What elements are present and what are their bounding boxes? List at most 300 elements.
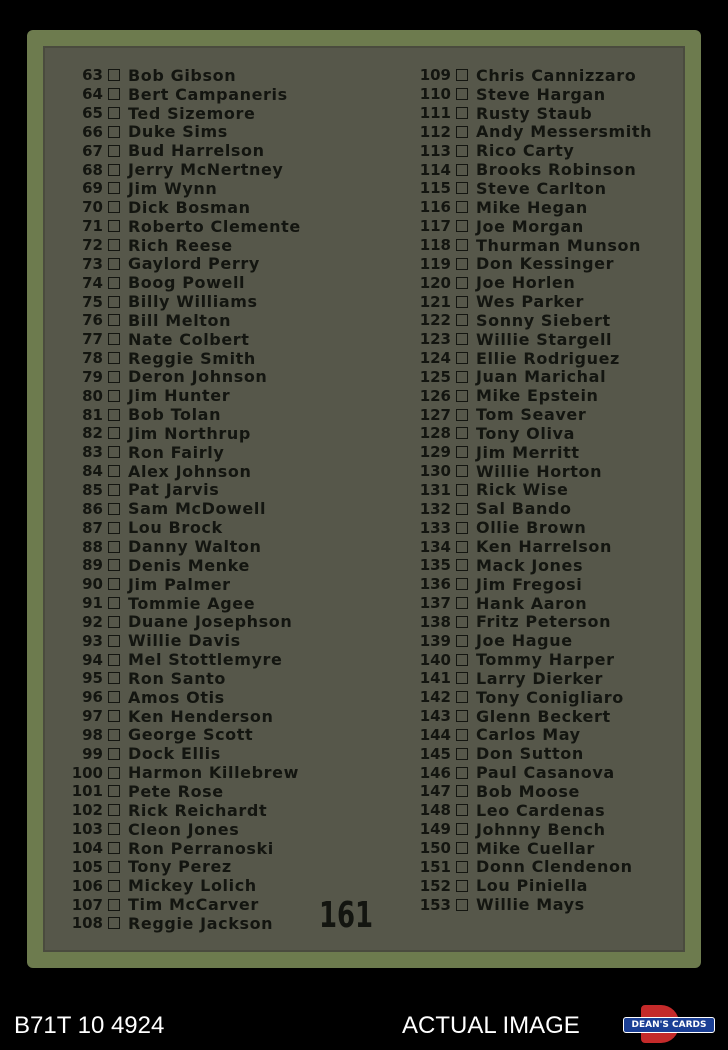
checkbox[interactable] (108, 390, 120, 402)
card-number: 89 (82, 556, 103, 575)
checkbox[interactable] (108, 503, 120, 515)
checklist-row (415, 556, 715, 575)
checkbox[interactable] (108, 258, 120, 270)
player-name: Sam McDowell (128, 499, 267, 519)
card-number: 142 (419, 688, 451, 707)
player-name: Dock Ellis (128, 744, 221, 764)
checkbox[interactable] (456, 220, 468, 232)
player-name: Tony Conigliaro (476, 687, 624, 707)
player-name: Bert Campaneris (128, 84, 288, 104)
player-name: Reggie Smith (128, 348, 256, 368)
card-number: 115 (419, 179, 451, 198)
checkbox[interactable] (456, 597, 468, 609)
checkbox[interactable] (108, 465, 120, 477)
card-number: 151 (419, 857, 451, 876)
card-number: 70 (82, 198, 103, 217)
checkbox[interactable] (108, 917, 120, 929)
checklist-row (67, 688, 367, 707)
card-number: 113 (419, 141, 451, 160)
checklist-row (67, 160, 367, 179)
checklist-row (415, 179, 715, 198)
card-number: 140 (419, 650, 451, 669)
card-number: 119 (419, 254, 451, 273)
player-name: Jim Palmer (128, 574, 231, 594)
checklist-row (415, 405, 715, 424)
player-name: Tom Seaver (476, 405, 587, 425)
card-number: 72 (82, 236, 103, 255)
card-number: 88 (82, 537, 103, 556)
card-number: 64 (82, 85, 103, 104)
checklist-row (415, 876, 715, 895)
checklist-row (67, 236, 367, 255)
card-number: 97 (82, 707, 103, 726)
card-number: 81 (82, 405, 103, 424)
checkbox[interactable] (108, 880, 120, 892)
checkbox[interactable] (456, 899, 468, 911)
checkbox[interactable] (108, 842, 120, 854)
checkbox[interactable] (108, 107, 120, 119)
card-number: 149 (419, 820, 451, 839)
checkbox[interactable] (456, 239, 468, 251)
checkbox[interactable] (456, 352, 468, 364)
card-number: 123 (419, 330, 451, 349)
checkbox[interactable] (108, 710, 120, 722)
checkbox[interactable] (456, 182, 468, 194)
checklist-row (415, 424, 715, 443)
checklist-row (67, 726, 367, 745)
checkbox[interactable] (108, 296, 120, 308)
card-number: 122 (419, 311, 451, 330)
card-number: 147 (419, 782, 451, 801)
card-number: 105 (71, 857, 103, 876)
card-number: 134 (419, 537, 451, 556)
player-name: Ken Henderson (128, 706, 274, 726)
checkbox[interactable] (456, 578, 468, 590)
player-name: Harmon Killebrew (128, 763, 299, 783)
player-name: Danny Walton (128, 537, 262, 557)
player-name: Sal Bando (476, 499, 572, 519)
card-number: 91 (82, 594, 103, 613)
checkbox[interactable] (456, 145, 468, 157)
checklist-row (415, 368, 715, 387)
checklist-row (415, 499, 715, 518)
page-number: 161 (319, 895, 374, 936)
checklist-row (67, 820, 367, 839)
checkbox[interactable] (456, 767, 468, 779)
checkbox[interactable] (456, 672, 468, 684)
card-number: 63 (82, 66, 103, 85)
checkbox[interactable] (108, 559, 120, 571)
player-name: Juan Marichal (476, 367, 607, 387)
checklist-column-left (67, 66, 367, 933)
card-number: 66 (82, 122, 103, 141)
card-number: 90 (82, 575, 103, 594)
checkbox[interactable] (456, 465, 468, 477)
checklist-row (415, 217, 715, 236)
card-number: 150 (419, 839, 451, 858)
card-number: 108 (71, 914, 103, 933)
checklist-row (415, 801, 715, 820)
player-name: Rick Reichardt (128, 800, 268, 820)
card-number: 68 (82, 160, 103, 179)
checkbox[interactable] (456, 616, 468, 628)
player-name: Cleon Jones (128, 819, 240, 839)
checkbox[interactable] (456, 691, 468, 703)
checkbox[interactable] (456, 635, 468, 647)
card-number: 129 (419, 443, 451, 462)
checkbox[interactable] (456, 296, 468, 308)
checkbox[interactable] (108, 616, 120, 628)
checklist-row (67, 141, 367, 160)
checklist-row (415, 254, 715, 273)
checklist-row (67, 123, 367, 142)
checklist-row (415, 857, 715, 876)
checklist-row (67, 217, 367, 236)
checklist-row (67, 368, 367, 387)
checklist-row (67, 499, 367, 518)
checkbox[interactable] (108, 484, 120, 496)
checklist-row (67, 556, 367, 575)
card-number: 84 (82, 462, 103, 481)
card-number: 74 (82, 273, 103, 292)
card-number: 145 (419, 744, 451, 763)
checklist-row (415, 481, 715, 500)
checkbox[interactable] (108, 277, 120, 289)
card-number: 101 (71, 782, 103, 801)
player-name: Steve Carlton (476, 178, 607, 198)
checkbox[interactable] (108, 597, 120, 609)
checkbox[interactable] (108, 672, 120, 684)
checkbox[interactable] (456, 201, 468, 213)
card-number: 132 (419, 499, 451, 518)
checklist-row (67, 537, 367, 556)
logo-text: DEAN'S CARDS (631, 1020, 707, 1030)
checkbox[interactable] (108, 635, 120, 647)
checklist-row (67, 707, 367, 726)
checklist-row (415, 612, 715, 631)
checkbox[interactable] (108, 446, 120, 458)
checkbox[interactable] (456, 503, 468, 515)
checkbox[interactable] (108, 371, 120, 383)
checklist-row (67, 85, 367, 104)
player-name: Brooks Robinson (476, 160, 637, 180)
player-name: Mike Hegan (476, 197, 588, 217)
player-name: Bob Tolan (128, 405, 222, 425)
player-name: Tim McCarver (128, 895, 259, 915)
player-name: Jim Merritt (476, 442, 580, 462)
checklist-row (415, 763, 715, 782)
player-name: Lou Brock (128, 518, 223, 538)
checklist-row (67, 575, 367, 594)
checkbox[interactable] (456, 427, 468, 439)
checklist-column-right (415, 66, 715, 914)
player-name: Tony Oliva (476, 423, 575, 443)
checklist-row (67, 462, 367, 481)
player-name: Ted Sizemore (128, 103, 256, 123)
player-name: Jerry McNertney (128, 160, 284, 180)
checklist-row (415, 820, 715, 839)
checklist-row (67, 594, 367, 613)
card-number: 125 (419, 367, 451, 386)
player-name: Tommie Agee (128, 593, 256, 613)
checkbox[interactable] (456, 842, 468, 854)
player-name: Ollie Brown (476, 518, 587, 538)
checklist-row (67, 198, 367, 217)
checkbox[interactable] (108, 522, 120, 534)
checkbox[interactable] (108, 804, 120, 816)
checkbox[interactable] (456, 258, 468, 270)
checkbox[interactable] (108, 145, 120, 157)
checklist-row (415, 330, 715, 349)
player-name: Leo Cardenas (476, 800, 606, 820)
card-number: 128 (419, 424, 451, 443)
checkbox[interactable] (456, 390, 468, 402)
checkbox[interactable] (108, 691, 120, 703)
checklist-row (415, 669, 715, 688)
checklist-row (67, 857, 367, 876)
card-number: 133 (419, 518, 451, 537)
player-name: Donn Clendenon (476, 857, 633, 877)
card-number: 86 (82, 499, 103, 518)
checklist-row (67, 782, 367, 801)
player-name: Roberto Clemente (128, 216, 301, 236)
checklist-row (415, 104, 715, 123)
player-name: Jim Wynn (128, 178, 218, 198)
card-number: 107 (71, 895, 103, 914)
checklist-row (67, 612, 367, 631)
player-name: Ken Harrelson (476, 537, 612, 557)
card-number: 79 (82, 367, 103, 386)
card-number: 71 (82, 217, 103, 236)
player-name: Joe Hague (476, 631, 573, 651)
catalog-id: B71T 10 4924 (14, 1012, 165, 1039)
checklist-row (67, 424, 367, 443)
checkbox[interactable] (108, 785, 120, 797)
player-name: Ellie Rodriguez (476, 348, 620, 368)
card-number: 136 (419, 575, 451, 594)
checklist-row (67, 443, 367, 462)
checkbox[interactable] (456, 88, 468, 100)
card-number: 137 (419, 594, 451, 613)
card-number: 153 (419, 895, 451, 914)
player-name: Don Kessinger (476, 254, 615, 274)
checkbox[interactable] (108, 314, 120, 326)
checkbox[interactable] (456, 823, 468, 835)
checkbox[interactable] (456, 522, 468, 534)
checkbox[interactable] (456, 371, 468, 383)
card-number: 152 (419, 876, 451, 895)
player-name: Willie Stargell (476, 329, 613, 349)
checkbox[interactable] (456, 164, 468, 176)
player-name: Tony Perez (128, 857, 232, 877)
checkbox[interactable] (456, 277, 468, 289)
checkbox[interactable] (108, 541, 120, 553)
checkbox[interactable] (108, 69, 120, 81)
player-name: Steve Hargan (476, 84, 606, 104)
checkbox[interactable] (456, 409, 468, 421)
player-name: Bob Gibson (128, 65, 237, 85)
checklist-row (415, 518, 715, 537)
checklist-row (415, 236, 715, 255)
checklist-card (27, 30, 701, 968)
checkbox[interactable] (108, 409, 120, 421)
checkbox[interactable] (108, 823, 120, 835)
checkbox[interactable] (108, 220, 120, 232)
player-name: Boog Powell (128, 273, 246, 293)
checklist-row (415, 744, 715, 763)
card-number: 116 (419, 198, 451, 217)
card-number: 102 (71, 801, 103, 820)
checkbox[interactable] (456, 333, 468, 345)
card-number: 96 (82, 688, 103, 707)
player-name: Wes Parker (476, 292, 584, 312)
checklist-row (67, 292, 367, 311)
card-number: 87 (82, 518, 103, 537)
checkbox[interactable] (108, 748, 120, 760)
player-name: Mel Stottlemyre (128, 650, 283, 670)
checklist-row (415, 707, 715, 726)
actual-image-label: ACTUAL IMAGE (402, 1012, 580, 1039)
checklist-row (415, 311, 715, 330)
checklist-row (415, 462, 715, 481)
checklist-row (67, 66, 367, 85)
checklist-row (67, 386, 367, 405)
player-name: Johnny Bench (476, 819, 606, 839)
checkbox[interactable] (456, 484, 468, 496)
checklist-row (415, 537, 715, 556)
card-number: 78 (82, 349, 103, 368)
checklist-row (67, 330, 367, 349)
checkbox[interactable] (456, 654, 468, 666)
checkbox[interactable] (108, 164, 120, 176)
card-number: 130 (419, 462, 451, 481)
checkbox[interactable] (456, 314, 468, 326)
checkbox[interactable] (456, 446, 468, 458)
checklist-row (415, 160, 715, 179)
player-name: Carlos May (476, 725, 581, 745)
checkbox[interactable] (456, 69, 468, 81)
player-name: Rico Carty (476, 141, 575, 161)
checklist-row (67, 311, 367, 330)
checkbox[interactable] (456, 559, 468, 571)
card-number: 148 (419, 801, 451, 820)
player-name: Rich Reese (128, 235, 233, 255)
card-number: 80 (82, 386, 103, 405)
player-name: Paul Casanova (476, 763, 615, 783)
checkbox[interactable] (108, 899, 120, 911)
checklist-row (67, 273, 367, 292)
checkbox[interactable] (108, 239, 120, 251)
player-name: Mike Epstein (476, 386, 599, 406)
player-name: Gaylord Perry (128, 254, 260, 274)
checkbox[interactable] (108, 333, 120, 345)
checkbox[interactable] (456, 748, 468, 760)
card-number: 65 (82, 104, 103, 123)
checklist-row (415, 349, 715, 368)
checklist-row (67, 254, 367, 273)
card-number: 144 (419, 725, 451, 744)
card-number: 120 (419, 273, 451, 292)
checkbox[interactable] (456, 710, 468, 722)
checkbox[interactable] (456, 785, 468, 797)
card-number: 146 (419, 763, 451, 782)
checkbox[interactable] (108, 126, 120, 138)
player-name: Joe Horlen (476, 273, 576, 293)
card-number: 69 (82, 179, 103, 198)
player-name: Denis Menke (128, 555, 250, 575)
player-name: Willie Mays (476, 895, 585, 915)
player-name: Hank Aaron (476, 593, 588, 613)
card-number: 94 (82, 650, 103, 669)
card-number: 109 (419, 66, 451, 85)
checkbox[interactable] (108, 182, 120, 194)
checkbox[interactable] (456, 107, 468, 119)
checkbox[interactable] (456, 541, 468, 553)
checkbox[interactable] (108, 578, 120, 590)
checklist-row (415, 650, 715, 669)
player-name: Lou Piniella (476, 876, 589, 896)
checklist-row (415, 198, 715, 217)
checklist-row (415, 895, 715, 914)
player-name: Sonny Siebert (476, 310, 611, 330)
player-name: Ron Santo (128, 668, 227, 688)
player-name: Andy Messersmith (476, 122, 653, 142)
player-name: Duke Sims (128, 122, 228, 142)
checklist-row (67, 669, 367, 688)
card-number: 139 (419, 631, 451, 650)
card-number: 83 (82, 443, 103, 462)
player-name: Billy Williams (128, 292, 258, 312)
checklist-row (415, 782, 715, 801)
card-number: 98 (82, 725, 103, 744)
card-number: 111 (419, 104, 451, 123)
card-number: 93 (82, 631, 103, 650)
card-number: 135 (419, 556, 451, 575)
checkbox[interactable] (108, 88, 120, 100)
player-name: Deron Johnson (128, 367, 268, 387)
player-name: Chris Cannizzaro (476, 65, 637, 85)
checkbox[interactable] (456, 880, 468, 892)
card-number: 138 (419, 612, 451, 631)
checkbox[interactable] (456, 729, 468, 741)
checkbox[interactable] (108, 427, 120, 439)
checkbox[interactable] (456, 126, 468, 138)
checkbox[interactable] (108, 352, 120, 364)
checkbox[interactable] (456, 861, 468, 873)
card-number: 127 (419, 405, 451, 424)
checklist-row (415, 386, 715, 405)
checkbox[interactable] (108, 654, 120, 666)
checkbox[interactable] (108, 201, 120, 213)
checkbox[interactable] (108, 729, 120, 741)
card-number: 117 (419, 217, 451, 236)
player-name: Dick Bosman (128, 197, 251, 217)
player-name: Nate Colbert (128, 329, 250, 349)
card-number: 99 (82, 744, 103, 763)
checklist-row (67, 349, 367, 368)
player-name: Ron Fairly (128, 442, 225, 462)
checklist-row (67, 744, 367, 763)
checkbox[interactable] (108, 861, 120, 873)
checkbox[interactable] (108, 767, 120, 779)
player-name: Jim Fregosi (476, 574, 583, 594)
card-number: 103 (71, 820, 103, 839)
card-number: 121 (419, 292, 451, 311)
checklist-row (415, 688, 715, 707)
player-name: Mack Jones (476, 555, 584, 575)
player-name: Glenn Beckert (476, 706, 611, 726)
checkbox[interactable] (456, 804, 468, 816)
